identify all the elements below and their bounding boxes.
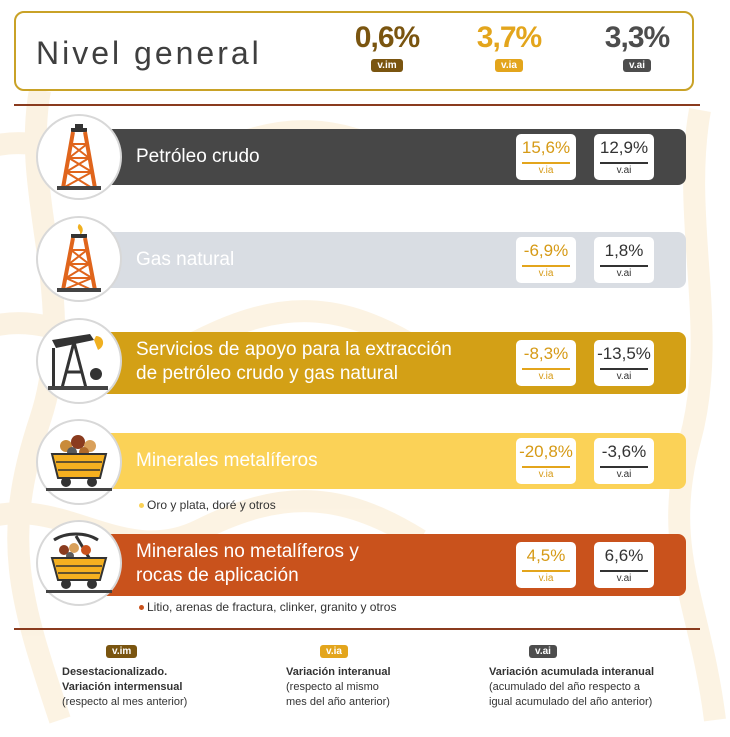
- via-label: v.ia: [538, 469, 554, 480]
- vai-box: [594, 237, 654, 283]
- legend-vai: [489, 641, 689, 710]
- mine-cart-pickaxe-icon: [36, 520, 122, 606]
- legend-vim-badge: v.im: [106, 645, 137, 658]
- row-gas: [36, 216, 686, 312]
- via-box: [516, 438, 576, 484]
- vai-label: v.ai: [616, 573, 632, 584]
- row-servicios: [36, 318, 686, 414]
- legend-vai-title1: Variación acumulada interanual: [489, 666, 655, 678]
- legend-vim-title2: Variación intermensual: [62, 681, 183, 693]
- vai-value: 6,6%: [604, 546, 644, 565]
- row-note-metaliferos: [139, 498, 276, 512]
- row-label-line2: rocas de aplicación: [136, 565, 299, 586]
- kpi-vim-value: 0,6%: [354, 21, 420, 54]
- row-label-line1: Minerales no metalíferos y: [136, 541, 359, 562]
- legend-via-sub1: (respecto al mismo: [286, 681, 379, 693]
- bullet-dot: [139, 503, 144, 508]
- mine-cart-metal-icon: [36, 419, 122, 505]
- legend-via-title1: Variación interanual: [286, 666, 391, 678]
- vai-label: v.ai: [616, 268, 632, 279]
- kpi-via: [464, 21, 554, 73]
- legend-vim: [62, 641, 242, 710]
- row-label: Petróleo crudo: [136, 146, 260, 167]
- kpi-vai-value: 3,3%: [604, 21, 670, 54]
- vai-value: -3,6%: [601, 442, 647, 461]
- vai-value: 12,9%: [599, 138, 649, 157]
- oil-derrick-icon: [36, 114, 122, 200]
- via-value: -20,8%: [519, 442, 573, 461]
- via-label: v.ia: [538, 165, 554, 176]
- row-petroleo: [36, 114, 686, 210]
- note-text: Litio, arenas de fractura, clinker, granito y otros: [147, 600, 397, 614]
- header-panel: [14, 11, 694, 91]
- via-value: 15,6%: [521, 138, 571, 157]
- vai-box: [594, 438, 654, 484]
- kpi-vai-badge: v.ai: [623, 59, 651, 72]
- row-metaliferos: [36, 419, 686, 515]
- row-label: [136, 540, 359, 588]
- gas-derrick-icon: [36, 216, 122, 302]
- page-title: Nivel general: [36, 35, 262, 71]
- kpi-via-badge: v.ia: [495, 59, 523, 72]
- vai-label: v.ai: [616, 371, 632, 382]
- vai-box: [594, 542, 654, 588]
- vai-value: -13,5%: [597, 344, 651, 363]
- legend-vai-sub2: igual acumulado del año anterior): [489, 696, 653, 708]
- via-label: v.ia: [538, 268, 554, 279]
- via-box: [516, 237, 576, 283]
- legend-via-sub2: mes del año anterior): [286, 696, 390, 708]
- row-label: [136, 338, 452, 386]
- note-text: Oro y plata, doré y otros: [147, 498, 276, 512]
- via-value: -8,3%: [523, 344, 569, 363]
- legend-via-badge: v.ia: [320, 645, 348, 658]
- vai-value: 1,8%: [604, 241, 644, 260]
- via-box: [516, 542, 576, 588]
- via-value: -6,9%: [523, 241, 569, 260]
- vai-label: v.ai: [616, 165, 632, 176]
- legend-vai-sub1: (acumulado del año respecto a: [489, 681, 641, 693]
- row-label-line2: de petróleo crudo y gas natural: [136, 363, 398, 384]
- kpi-vim: [342, 21, 432, 73]
- kpi-vai: [592, 21, 682, 73]
- pump-jack-icon: [36, 318, 122, 404]
- kpi-via-value: 3,7%: [476, 21, 542, 54]
- vai-box: [594, 134, 654, 180]
- kpi-vim-badge: v.im: [371, 59, 402, 72]
- legend-vim-sub1: (respecto al mes anterior): [62, 696, 188, 708]
- via-label: v.ia: [538, 573, 554, 584]
- row-label: Minerales metalíferos: [136, 450, 318, 471]
- vai-box: [594, 340, 654, 386]
- header-divider: [14, 104, 700, 106]
- row-label: Gas natural: [136, 249, 235, 270]
- via-value: 4,5%: [526, 546, 566, 565]
- legend-vim-title1: Desestacionalizado.: [62, 666, 168, 678]
- footer-divider: [14, 628, 700, 630]
- via-label: v.ia: [538, 371, 554, 382]
- vai-label: v.ai: [616, 469, 632, 480]
- via-box: [516, 134, 576, 180]
- legend-vai-badge: v.ai: [529, 645, 557, 658]
- row-note-no-metaliferos: [139, 600, 396, 614]
- row-label-line1: Servicios de apoyo para la extracción: [136, 339, 452, 360]
- legend-via: [286, 641, 456, 710]
- via-box: [516, 340, 576, 386]
- bullet-dot: [139, 605, 144, 610]
